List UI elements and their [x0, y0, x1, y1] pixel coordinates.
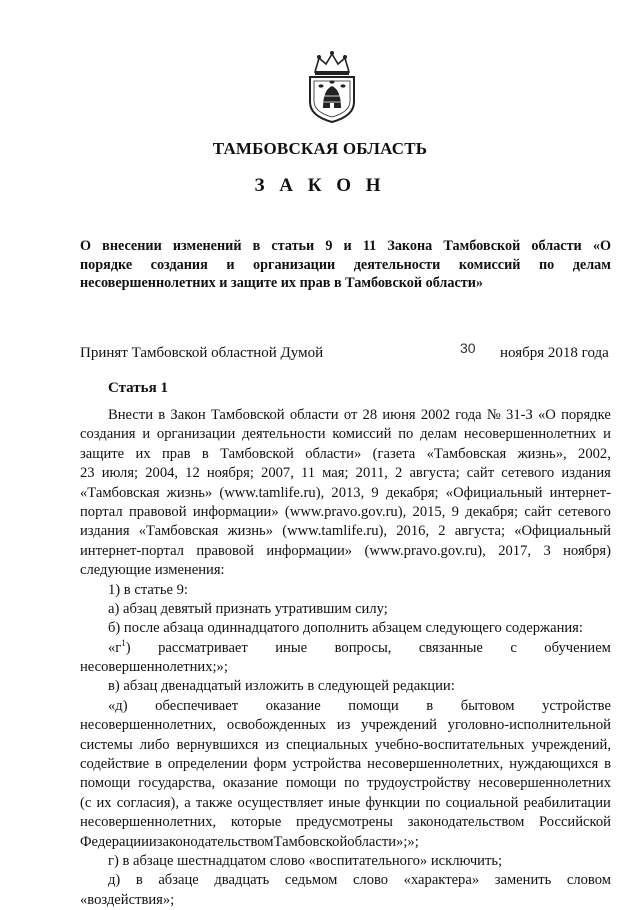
- body-word: Тамбовской: [273, 833, 348, 850]
- body-word: иные: [328, 794, 361, 811]
- body-word: «характера»: [403, 872, 480, 889]
- document-type-heading: З А К О Н: [254, 175, 386, 196]
- title-line: [80, 237, 611, 256]
- body-word: (газета: [372, 445, 416, 462]
- body-word: Закон: [170, 407, 206, 423]
- body-word: несовершеннолетних: [478, 775, 611, 792]
- body-word: в) абзац двенадцатый изложить в следующей редакции:: [108, 678, 455, 695]
- body-word: иные: [275, 639, 308, 656]
- body-word: организации: [156, 426, 236, 443]
- body-word: связанные: [418, 639, 483, 656]
- body-word: информации»: [266, 542, 353, 559]
- body-word: мая;: [322, 465, 349, 482]
- body-word: уголовно-исполнительной: [447, 717, 611, 734]
- body-word: области»;»;: [347, 833, 419, 850]
- body-line: [80, 833, 611, 852]
- body-word: содействие: [80, 756, 150, 773]
- title-word: 11: [362, 238, 377, 254]
- body-word: несовершеннолетних,: [367, 756, 504, 773]
- body-word: несовершеннолетних,: [80, 814, 217, 831]
- body-word: вернувшихся: [176, 736, 259, 753]
- body-word: года: [455, 407, 482, 423]
- title-word: деятельности: [353, 256, 441, 273]
- body-line: [80, 891, 611, 910]
- body-word: абзаце: [158, 872, 199, 889]
- body-line: [80, 581, 611, 600]
- body-word: «Официальный: [514, 523, 611, 540]
- coat-of-arms-icon: [301, 50, 363, 124]
- body-word: нуждающихся: [509, 756, 599, 773]
- body-word: 23: [80, 465, 95, 482]
- body-word: августа;: [454, 523, 505, 540]
- body-word: из: [336, 717, 351, 734]
- body-word: также: [195, 794, 233, 811]
- body-word: 9: [371, 484, 379, 501]
- body-word: в: [604, 756, 611, 773]
- body-word: жизнь»: [227, 523, 273, 540]
- body-word: порядке: [561, 407, 611, 423]
- title-word: О: [80, 238, 92, 254]
- body-word: (www.tamlife.ru),: [219, 484, 325, 501]
- body-word: согласия),: [116, 794, 180, 811]
- body-word: слово: [352, 872, 389, 889]
- title-word: и: [226, 256, 235, 273]
- body-word: «О: [538, 407, 556, 423]
- body-word: обучением: [544, 639, 611, 656]
- body-word: рассматривает: [158, 639, 248, 656]
- title-word: в: [252, 238, 261, 254]
- body-line: [80, 542, 611, 561]
- superscript-suffix: ): [125, 639, 131, 656]
- superscript-mark: 1: [121, 637, 126, 648]
- body-word: предусмотрены: [296, 814, 393, 831]
- title-line: [80, 256, 611, 275]
- body-word: сайт: [466, 465, 495, 482]
- body-word: №: [486, 407, 501, 423]
- body-word: правовой: [196, 542, 254, 559]
- body-word: либо: [139, 736, 170, 753]
- body-word: 2002,: [578, 445, 611, 462]
- body-word: портал: [80, 503, 123, 520]
- body-word: 12: [185, 465, 200, 482]
- body-word: б) после абзаца одиннадцатого дополнить абзацем следующего содержания:: [108, 620, 583, 637]
- body-word: 31-З: [506, 407, 533, 423]
- body-word: государства,: [138, 775, 216, 792]
- article-heading: Статья 1: [108, 380, 168, 396]
- body-word: деятельности: [242, 426, 326, 443]
- body-line: [80, 522, 611, 541]
- title-word: несовершеннолетних и защите их прав в Тамбовской области»: [80, 275, 484, 291]
- body-word: устройстве: [542, 697, 611, 714]
- body-word: создания: [80, 426, 136, 443]
- body-word: 2: [395, 465, 403, 482]
- body-word: а: [184, 794, 191, 811]
- body-word: помощи: [80, 775, 131, 792]
- body-word: по: [398, 426, 414, 443]
- body-word: освобожденных: [226, 717, 327, 734]
- title-word: организации: [253, 256, 336, 273]
- body-line: [80, 464, 611, 483]
- body-word: ноября;: [206, 465, 254, 482]
- body-line: [80, 503, 611, 522]
- body-word: области»: [305, 445, 362, 462]
- body-word: определении: [167, 756, 248, 773]
- body-word: 2: [438, 523, 446, 540]
- body-word: устройства: [292, 756, 362, 773]
- body-word: социальной: [445, 794, 519, 811]
- body-word: и: [142, 426, 151, 443]
- region-heading: ТАМБОВСКАЯ ОБЛАСТЬ: [212, 139, 428, 158]
- body-word: декабря;: [465, 503, 519, 520]
- body-word: издания: [561, 465, 611, 482]
- body-word: а) абзац девятый признать утратившим силу;: [108, 600, 388, 617]
- body-word: «Тамбовская: [80, 484, 160, 501]
- body-word: 2011,: [355, 465, 388, 482]
- body-word: заменить: [494, 872, 552, 889]
- body-word: осуществляет: [237, 794, 324, 811]
- body-word: бытовом: [460, 697, 515, 714]
- body-word: 2017,: [498, 542, 532, 559]
- body-word: защите: [80, 445, 125, 462]
- body-word: сетевого: [557, 503, 611, 520]
- body-line: [80, 425, 611, 444]
- body-word: по: [344, 775, 360, 792]
- body-word: 28: [362, 407, 378, 423]
- body-line: [80, 445, 611, 464]
- title-word: Закона: [387, 238, 433, 254]
- body-word: 3: [543, 542, 551, 559]
- body-line: [80, 697, 611, 716]
- body-line: [80, 484, 611, 503]
- body-line: [80, 755, 611, 774]
- body-word: декабря;: [385, 484, 439, 501]
- body-word: 1) в статье 9:: [108, 581, 188, 598]
- body-word: следующие изменения:: [80, 562, 225, 579]
- body-word: 9: [451, 503, 459, 520]
- body-word: функции: [365, 794, 421, 811]
- body-word: делам: [420, 426, 458, 443]
- body-word: жизнь»: [166, 484, 213, 501]
- body-word: в: [201, 445, 209, 462]
- body-word: которые: [230, 814, 282, 831]
- body-word: июня: [382, 407, 416, 423]
- body-word: форм: [253, 756, 287, 773]
- title-line: [80, 274, 611, 293]
- body-word: 2016,: [396, 523, 430, 540]
- body-word: «воздействия»;: [80, 891, 175, 908]
- body-line: [80, 677, 611, 696]
- body-word: законодательством: [407, 814, 525, 831]
- body-line: [80, 774, 611, 793]
- body-word: Российской: [539, 814, 611, 831]
- body-word: словом: [566, 872, 611, 889]
- body-word: по: [425, 794, 441, 811]
- body-word: помощи: [285, 775, 337, 792]
- title-word: статьи: [271, 238, 315, 254]
- body-line: [80, 561, 611, 580]
- body-word: «д): [108, 697, 128, 714]
- body-word: информации»: [192, 503, 279, 520]
- body-word: г) в абзаце шестнадцатом слово «воспитательного» исключить;: [108, 852, 503, 869]
- body-word: сетевого: [501, 465, 555, 482]
- body-word: (www.pravo.gov.ru),: [284, 503, 407, 520]
- title-word: и: [343, 238, 352, 254]
- body-word: двадцать: [214, 872, 270, 889]
- body-word: несовершеннолетних;»;: [80, 659, 228, 676]
- body-word: сайт: [524, 503, 552, 520]
- body-word: оказание: [265, 697, 321, 714]
- body-word: (www.tamlife.ru),: [282, 523, 388, 540]
- body-line: [80, 871, 611, 890]
- body-word: обеспечивает: [155, 697, 239, 714]
- body-word: реабилитации: [523, 794, 611, 811]
- body-word: комиссий: [332, 426, 392, 443]
- title-word: комиссий: [458, 256, 521, 273]
- body-word: их: [96, 794, 112, 811]
- body-word: 2013,: [331, 484, 365, 501]
- body-word: Федерации: [80, 833, 149, 850]
- body-line: [80, 658, 611, 677]
- article-body: [80, 406, 611, 910]
- body-word: законодательством: [156, 833, 274, 850]
- body-word: несовершеннолетних: [463, 426, 597, 443]
- body-word: Тамбовской: [220, 445, 294, 462]
- body-word: несовершеннолетних,: [80, 717, 217, 734]
- title-word: «О: [592, 238, 611, 254]
- body-word: 2004,: [145, 465, 179, 482]
- body-word: Внести: [108, 407, 154, 423]
- adoption-month-year: ноября 2018 года: [500, 345, 609, 361]
- body-word: из: [265, 736, 280, 753]
- body-word: оказание: [223, 775, 278, 792]
- body-word: системы: [80, 736, 133, 753]
- body-word: «$г^1$): [108, 637, 131, 656]
- body-word: от: [343, 407, 358, 423]
- body-word: помощи: [348, 697, 399, 714]
- title-word: изменений: [172, 238, 242, 254]
- body-word: их: [135, 445, 151, 462]
- body-word: июля;: [101, 465, 139, 482]
- body-word: и: [603, 426, 611, 443]
- law-title: [80, 237, 611, 293]
- body-word: интернет-: [549, 484, 611, 501]
- body-word: (с: [80, 794, 92, 811]
- body-word: прав: [161, 445, 191, 462]
- body-line: [80, 813, 611, 832]
- body-word: «Тамбовская: [138, 523, 219, 540]
- body-word: седьмом: [284, 872, 338, 889]
- body-word: трудоустройству: [367, 775, 471, 792]
- body-word: и: [148, 833, 157, 850]
- body-word: правовой: [128, 503, 187, 520]
- title-word: по: [538, 256, 555, 273]
- body-word: 2015,: [412, 503, 446, 520]
- body-line: [80, 852, 611, 871]
- body-line: [80, 736, 611, 755]
- title-word: области: [531, 238, 582, 254]
- body-word: в: [155, 756, 162, 773]
- title-word: создания: [150, 256, 208, 273]
- body-word: в: [158, 407, 166, 423]
- body-word: 2002: [420, 407, 451, 423]
- title-word: 9: [325, 238, 333, 254]
- adoption-day-handwritten: 30: [460, 340, 476, 356]
- body-word: августа;: [409, 465, 460, 482]
- body-word: 11: [300, 465, 316, 482]
- body-line: [80, 619, 611, 638]
- title-word: порядке: [80, 256, 133, 273]
- body-word: учреждений,: [531, 736, 611, 753]
- body-word: Тамбовской: [210, 407, 285, 423]
- title-word: делам: [572, 256, 611, 273]
- title-word: Тамбовской: [443, 238, 521, 254]
- body-word: в: [426, 697, 434, 714]
- body-word: жизнь»,: [517, 445, 567, 462]
- body-word: области: [289, 407, 339, 423]
- body-line: [80, 794, 611, 813]
- body-word: «Официальный: [445, 484, 543, 501]
- body-word: издания: [80, 523, 130, 540]
- body-word: (www.pravo.gov.ru),: [364, 542, 486, 559]
- body-word: учебно-воспитательных: [375, 736, 525, 753]
- body-word: интернет-портал: [80, 542, 184, 559]
- body-line: [80, 600, 611, 619]
- body-word: д): [108, 872, 121, 889]
- body-word: вопросы,: [334, 639, 392, 656]
- body-line: [80, 639, 611, 658]
- body-word: «Тамбовская: [426, 445, 507, 462]
- body-word: учреждений: [361, 717, 437, 734]
- body-word: с: [510, 639, 517, 656]
- body-line: [80, 716, 611, 735]
- body-word: 2007,: [261, 465, 294, 482]
- title-word: внесении: [102, 238, 162, 254]
- body-line: [80, 406, 611, 425]
- body-word: в: [135, 872, 143, 889]
- body-word: специальных: [286, 736, 368, 753]
- body-word: ноября): [563, 542, 611, 559]
- adoption-statement: Принят Тамбовской областной Думой: [80, 345, 324, 361]
